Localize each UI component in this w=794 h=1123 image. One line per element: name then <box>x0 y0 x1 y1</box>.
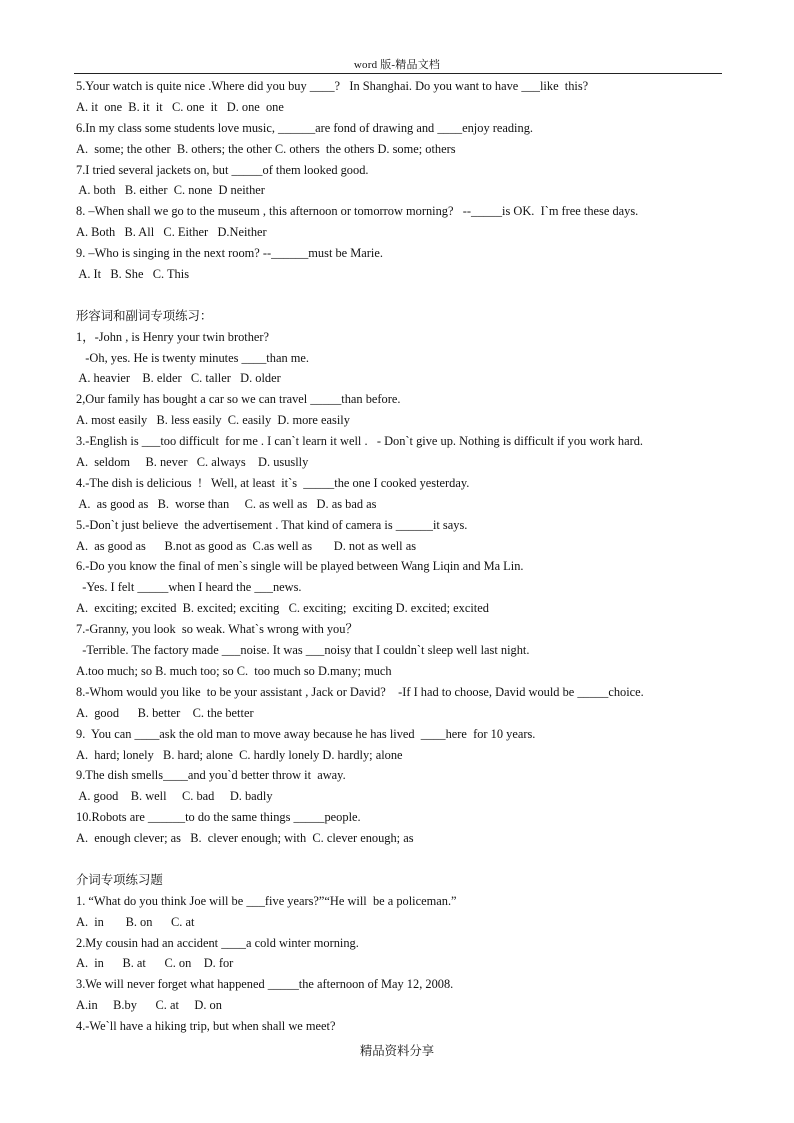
text-line: 9. You can ____ask the old man to move away because he has lived ____here for 10 years. <box>76 726 536 741</box>
text-line: A. as good as B.not as good as C.as well as D. not as well as <box>76 538 417 553</box>
text-line: 9. –Who is singing in the next room? --______must be Marie. <box>76 246 383 261</box>
text-line: A. Both B. All C. Either D.Neither <box>76 225 267 240</box>
section-spacer <box>76 849 726 870</box>
text-line: 3.-English is ___too difficult for me . I can`t learn it well . - Don`t give up. Nothing is difficult if you work hard. <box>76 434 643 449</box>
text-line: A. heavier B. elder C. taller D. older <box>76 371 281 386</box>
header-divider <box>74 73 722 74</box>
text-line: A. both B. either C. none D neither <box>76 183 265 198</box>
text-line: 8.-Whom would you like to be your assistant , Jack or David? -If I had to choose, David would be _____choice. <box>76 684 644 699</box>
text-line: A. It B. She C. This <box>76 267 190 282</box>
text-line: 2.My cousin had an accident ____a cold winter morning. <box>76 935 359 950</box>
text-line: A. some; the other B. others; the other C. others the others D. some; others <box>76 141 456 156</box>
section-heading: 形容词和副词专项练习： <box>76 307 213 323</box>
text-line: A. it one B. it it C. one it D. one one <box>76 99 284 114</box>
text-line: 1，-John , is Henry your twin brother? <box>76 329 270 344</box>
text-line: 7.-Granny, you look so weak. What`s wrong with you？ <box>76 622 358 637</box>
text-line: A. in B. on C. at <box>76 914 195 929</box>
text-line: 8. –When shall we go to the museum , this afternoon or tomorrow morning? --_____is OK. I`m free these days. <box>76 204 639 219</box>
text-line: 6.-Do you know the final of men`s single will be played between Wang Liqin and Ma Lin. <box>76 559 524 574</box>
text-line: A. as good as B. worse than C. as well as D. as bad as <box>76 496 377 511</box>
text-line: 5.Your watch is quite nice .Where did you buy ____? In Shanghai. Do you want to have ___like this? <box>76 79 589 93</box>
text-line: 3.We will never forget what happened _____the afternoon of May 12, 2008. <box>76 977 454 992</box>
text-line: 9.The dish smells____and you`d better throw it away. <box>76 768 346 783</box>
text-line: -Yes. I felt _____when I heard the ___news. <box>76 580 302 595</box>
document-body <box>76 76 726 1037</box>
text-line: 6.In my class some students love music, ______are fond of drawing and ____enjoy reading. <box>76 120 533 135</box>
text-line: A. good B. better C. the better <box>76 705 254 720</box>
text-line: 2,Our family has bought a car so we can travel _____than before. <box>76 392 401 407</box>
text-line: A. exciting; excited B. excited; exciting C. exciting; exciting D. excited; excited <box>76 601 489 616</box>
text-line: 7.I tried several jackets on, but _____of them looked good. <box>76 162 369 177</box>
section-spacer <box>76 285 726 306</box>
page-header: word 版-精品文档 <box>353 59 441 71</box>
text-line: A. hard; lonely B. hard; alone C. hardly lonely D. hardly; alone <box>76 747 403 762</box>
text-line: 10.Robots are ______to do the same things _____people. <box>76 810 361 825</box>
text-line: A.too much; so B. much too; so C. too much so D.many; much <box>76 663 392 678</box>
text-line: A. in B. at C. on D. for <box>76 956 234 971</box>
text-line: 1. “What do you think Joe will be ___five years?”“He will be a policeman.” <box>76 893 457 908</box>
text-line: A. enough clever; as B. clever enough; with C. clever enough; as <box>76 831 414 846</box>
text-line: -Terrible. The factory made ___noise. It was ___noisy that I couldn`t sleep well last night. <box>76 643 530 658</box>
text-line: 5.-Don`t just believe the advertisement . That kind of camera is ______it says. <box>76 517 468 532</box>
text-line: A. good B. well C. bad D. badly <box>76 789 273 804</box>
text-line: A. most easily B. less easily C. easily D. more easily <box>76 413 350 428</box>
section-heading: 介词专项练习题 <box>76 871 163 887</box>
text-line: A.in B.by C. at D. on <box>76 998 222 1013</box>
text-line: A. seldom B. never C. always D. ususlly <box>76 455 309 470</box>
page-footer: 精品资料分享 <box>359 1044 435 1058</box>
text-line: 4.-The dish is delicious ! Well, at least it`s _____the one I cooked yesterday. <box>76 475 470 490</box>
text-line: -Oh, yes. He is twenty minutes ____than me. <box>76 350 309 365</box>
text-line: 4.-We`ll have a hiking trip, but when shall we meet? <box>76 1019 336 1034</box>
